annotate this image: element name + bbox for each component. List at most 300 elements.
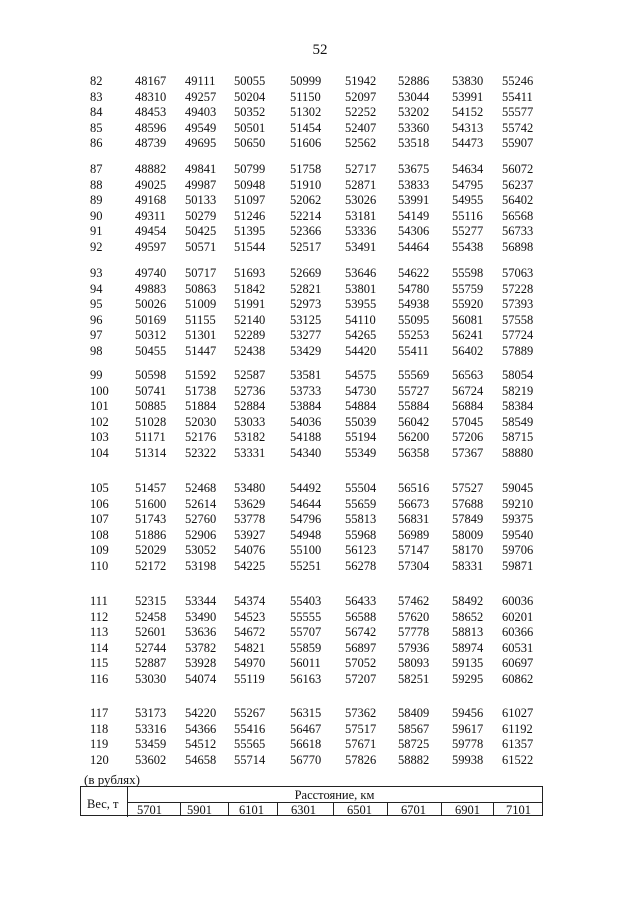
price-cell: 56433 [345, 594, 377, 608]
price-cell: 52322 [185, 445, 217, 460]
price-cell: 54492 [290, 481, 322, 495]
price-cell: 54313 [452, 120, 484, 135]
price-cell: 54523 [234, 609, 266, 624]
weight-cell: 117 [90, 706, 109, 720]
price-cell: 52760 [185, 512, 217, 527]
price-cell: 53030 [135, 671, 167, 686]
price-cell: 49841 [185, 162, 217, 176]
price-cell: 55411 [398, 343, 429, 358]
weight-cell: 110 [90, 558, 109, 573]
price-cell: 54036 [290, 414, 322, 429]
row-group [0, 481, 640, 575]
price-cell: 51884 [185, 399, 217, 414]
price-cell: 58009 [452, 527, 484, 542]
table-row [0, 136, 640, 152]
price-cell: 54340 [290, 445, 322, 460]
price-cell: 56884 [452, 399, 484, 414]
price-cell: 59617 [452, 721, 484, 736]
price-cell: 57228 [502, 281, 534, 296]
price-cell: 54780 [398, 281, 430, 296]
table-row [0, 737, 640, 753]
price-cell: 51447 [185, 343, 217, 358]
price-cell: 61192 [502, 721, 533, 736]
price-cell: 50026 [135, 297, 167, 312]
price-cell: 56402 [452, 343, 484, 358]
price-cell: 55813 [345, 512, 377, 527]
price-cell: 57052 [345, 656, 377, 671]
price-cell: 58093 [398, 656, 430, 671]
weight-cell: 106 [90, 496, 109, 511]
price-cell: 51886 [135, 527, 167, 542]
table-row [0, 753, 640, 769]
weight-cell: 103 [90, 430, 109, 445]
price-cell: 50885 [135, 399, 167, 414]
price-cell: 51028 [135, 414, 167, 429]
weight-cell: 85 [90, 120, 103, 135]
price-cell: 53198 [185, 558, 217, 573]
price-cell: 51009 [185, 297, 217, 312]
price-cell: 53490 [185, 609, 217, 624]
price-cell: 51942 [345, 74, 377, 88]
price-cell: 58715 [502, 430, 534, 445]
price-cell: 56358 [398, 445, 430, 460]
price-cell: 53491 [345, 239, 377, 254]
price-cell: 55100 [290, 543, 322, 558]
unit-note: (в рублях) [84, 772, 140, 787]
price-cell: 55920 [452, 297, 484, 312]
price-cell: 60201 [502, 609, 534, 624]
price-cell: 49025 [135, 177, 167, 192]
table-row [0, 415, 640, 431]
price-cell: 56898 [502, 239, 534, 254]
weight-cell: 88 [90, 177, 103, 192]
table-row [0, 224, 640, 240]
price-cell: 52252 [345, 105, 377, 120]
price-cell: 50948 [234, 177, 266, 192]
price-cell: 51544 [234, 239, 266, 254]
table-row [0, 430, 640, 446]
distance-value: 5901 [187, 803, 212, 817]
row-group [0, 74, 640, 152]
price-cell: 55504 [345, 481, 377, 495]
table-header [80, 786, 543, 816]
table-row [0, 328, 640, 344]
price-cell: 54575 [345, 368, 377, 382]
price-cell: 51171 [135, 430, 166, 445]
price-cell: 57724 [502, 328, 534, 343]
price-cell: 52214 [290, 208, 322, 223]
price-cell: 55884 [398, 399, 430, 414]
price-cell: 58880 [502, 445, 534, 460]
price-cell: 55569 [398, 368, 430, 382]
price-cell: 59210 [502, 496, 534, 511]
price-cell: 52140 [234, 312, 266, 327]
price-cell: 50571 [185, 239, 217, 254]
table-row [0, 105, 640, 121]
price-cell: 54220 [185, 706, 217, 720]
price-cell: 54730 [345, 383, 377, 398]
price-cell: 53927 [234, 527, 266, 542]
price-cell: 58492 [452, 594, 484, 608]
price-cell: 57393 [502, 297, 534, 312]
price-cell: 51246 [234, 208, 266, 223]
price-cell: 53675 [398, 162, 430, 176]
price-cell: 50312 [135, 328, 167, 343]
price-cell: 54948 [290, 527, 322, 542]
price-cell: 51150 [290, 89, 321, 104]
table-row [0, 722, 640, 738]
price-cell: 49987 [185, 177, 217, 192]
price-cell: 53830 [452, 74, 484, 88]
price-cell: 53336 [345, 224, 377, 239]
price-cell: 54076 [234, 543, 266, 558]
price-cell: 49740 [135, 266, 167, 280]
weight-cell: 113 [90, 625, 109, 640]
table-row [0, 344, 640, 360]
price-cell: 54473 [452, 136, 484, 151]
price-cell: 57620 [398, 609, 430, 624]
price-cell: 55116 [452, 208, 483, 223]
price-cell: 50501 [234, 120, 266, 135]
table-row [0, 193, 640, 209]
price-cell: 56467 [290, 721, 322, 736]
price-cell: 58054 [502, 368, 534, 382]
price-cell: 53602 [135, 752, 167, 767]
price-cell: 59295 [452, 671, 484, 686]
weight-cell: 100 [90, 383, 109, 398]
weight-cell: 87 [90, 162, 103, 176]
price-cell: 56315 [290, 706, 322, 720]
price-cell: 53182 [234, 430, 266, 445]
price-cell: 53629 [234, 496, 266, 511]
price-cell: 55598 [452, 266, 484, 280]
price-cell: 56516 [398, 481, 430, 495]
price-cell: 53173 [135, 706, 167, 720]
price-cell: 56241 [452, 328, 484, 343]
price-cell: 52587 [234, 368, 266, 382]
price-cell: 54644 [290, 496, 322, 511]
price-cell: 53518 [398, 136, 430, 151]
price-cell: 53459 [135, 737, 167, 752]
price-cell: 61027 [502, 706, 534, 720]
price-cell: 58652 [452, 609, 484, 624]
table-row [0, 121, 640, 137]
price-cell: 52407 [345, 120, 377, 135]
price-cell: 53801 [345, 281, 377, 296]
weight-cell: 83 [90, 89, 103, 104]
price-cell: 49549 [185, 120, 217, 135]
price-cell: 50133 [185, 193, 217, 208]
weight-cell: 86 [90, 136, 103, 151]
weight-cell: 98 [90, 343, 103, 358]
price-cell: 53733 [290, 383, 322, 398]
price-cell: 51842 [234, 281, 266, 296]
weight-cell: 101 [90, 399, 109, 414]
price-cell: 57778 [398, 625, 430, 640]
price-cell: 54938 [398, 297, 430, 312]
price-cell: 57063 [502, 266, 534, 280]
price-cell: 54306 [398, 224, 430, 239]
price-cell: 53033 [234, 414, 266, 429]
price-cell: 51097 [234, 193, 266, 208]
table-row [0, 672, 640, 688]
price-cell: 48167 [135, 74, 167, 88]
table-row [0, 610, 640, 626]
price-cell: 49883 [135, 281, 167, 296]
price-cell: 57527 [452, 481, 484, 495]
price-cell: 60036 [502, 594, 534, 608]
price-cell: 55968 [345, 527, 377, 542]
weight-cell: 82 [90, 74, 103, 88]
price-cell: 54188 [290, 430, 322, 445]
price-cell: 57826 [345, 752, 377, 767]
price-cell: 59540 [502, 527, 534, 542]
price-cell: 53181 [345, 208, 377, 223]
price-cell: 55267 [234, 706, 266, 720]
price-cell: 57304 [398, 558, 430, 573]
distance-value: 6501 [347, 803, 372, 817]
price-cell: 51606 [290, 136, 322, 151]
weight-cell: 90 [90, 208, 103, 223]
price-cell: 53316 [135, 721, 167, 736]
price-cell: 54074 [185, 671, 217, 686]
price-cell: 50455 [135, 343, 167, 358]
price-cell: 55403 [290, 594, 322, 608]
price-cell: 56563 [452, 368, 484, 382]
price-cell: 53202 [398, 105, 430, 120]
price-cell: 59135 [452, 656, 484, 671]
price-cell: 56831 [398, 512, 430, 527]
price-cell: 55438 [452, 239, 484, 254]
price-cell: 58331 [452, 558, 484, 573]
price-cell: 48453 [135, 105, 167, 120]
price-cell: 50279 [185, 208, 217, 223]
table-row [0, 399, 640, 415]
table-row [0, 543, 640, 559]
table-row [0, 178, 640, 194]
weight-cell: 120 [90, 752, 109, 767]
row-group [0, 266, 640, 360]
price-cell: 54796 [290, 512, 322, 527]
price-cell: 50799 [234, 162, 266, 176]
weight-cell: 114 [90, 640, 109, 655]
price-cell: 53778 [234, 512, 266, 527]
weight-cell: 118 [90, 721, 109, 736]
price-cell: 52029 [135, 543, 167, 558]
price-cell: 53277 [290, 328, 322, 343]
price-cell: 55194 [345, 430, 377, 445]
price-cell: 57462 [398, 594, 430, 608]
price-cell: 57889 [502, 343, 534, 358]
price-cell: 53928 [185, 656, 217, 671]
price-cell: 57671 [345, 737, 377, 752]
distance-value: 6701 [401, 803, 426, 817]
price-cell: 55659 [345, 496, 377, 511]
price-cell: 52601 [135, 625, 167, 640]
weight-cell: 104 [90, 445, 109, 460]
weight-cell: 95 [90, 297, 103, 312]
price-cell: 54970 [234, 656, 266, 671]
weight-cell: 116 [90, 671, 109, 686]
price-cell: 52973 [290, 297, 322, 312]
price-cell: 48739 [135, 136, 167, 151]
header-tick [493, 803, 494, 816]
table-row [0, 240, 640, 256]
price-cell: 56123 [345, 543, 377, 558]
weight-cell: 94 [90, 281, 103, 296]
table-row [0, 559, 640, 575]
price-cell: 53480 [234, 481, 266, 495]
table-row [0, 368, 640, 384]
price-cell: 54821 [234, 640, 266, 655]
price-cell: 52315 [135, 594, 167, 608]
price-cell: 49597 [135, 239, 167, 254]
row-group [0, 162, 640, 256]
price-cell: 49454 [135, 224, 167, 239]
price-cell: 56568 [502, 208, 534, 223]
weight-cell: 97 [90, 328, 103, 343]
table-row [0, 266, 640, 282]
price-cell: 50204 [234, 89, 266, 104]
price-cell: 55349 [345, 445, 377, 460]
distance-value: 6101 [239, 803, 264, 817]
price-cell: 55253 [398, 328, 430, 343]
table-row [0, 297, 640, 313]
distance-value: 7101 [506, 803, 531, 817]
table-row [0, 446, 640, 462]
header-tick [277, 803, 278, 816]
table-row [0, 90, 640, 106]
distance-value: 5701 [137, 803, 162, 817]
price-cell: 58567 [398, 721, 430, 736]
price-cell: 50598 [135, 368, 167, 382]
price-cell: 50425 [185, 224, 217, 239]
table-row [0, 528, 640, 544]
price-cell: 55577 [502, 105, 534, 120]
price-cell: 51592 [185, 368, 217, 382]
table-row [0, 497, 640, 513]
price-cell: 53044 [398, 89, 430, 104]
price-cell: 49695 [185, 136, 217, 151]
distance-header: Расстояние, км [294, 788, 375, 802]
weight-cell: 109 [90, 543, 109, 558]
table-row [0, 481, 640, 497]
price-cell: 56237 [502, 177, 534, 192]
price-cell: 52821 [290, 281, 322, 296]
price-cell: 55707 [290, 625, 322, 640]
price-cell: 51738 [185, 383, 217, 398]
weight-cell: 112 [90, 609, 109, 624]
price-cell: 53991 [398, 193, 430, 208]
price-cell: 52517 [290, 239, 322, 254]
price-cell: 53125 [290, 312, 322, 327]
price-cell: 57936 [398, 640, 430, 655]
price-cell: 49111 [185, 74, 216, 88]
price-cell: 60862 [502, 671, 534, 686]
price-cell: 58170 [452, 543, 484, 558]
price-cell: 58549 [502, 414, 534, 429]
price-cell: 51758 [290, 162, 322, 176]
weight-cell: 91 [90, 224, 103, 239]
price-cell: 53344 [185, 594, 217, 608]
price-cell: 56989 [398, 527, 430, 542]
price-cell: 52614 [185, 496, 217, 511]
price-cell: 55119 [234, 671, 265, 686]
table-row [0, 594, 640, 610]
price-cell: 53991 [452, 89, 484, 104]
price-cell: 60531 [502, 640, 534, 655]
price-cell: 53026 [345, 193, 377, 208]
price-cell: 50650 [234, 136, 266, 151]
price-cell: 50741 [135, 383, 167, 398]
price-cell: 52744 [135, 640, 167, 655]
page-number: 52 [312, 42, 328, 58]
weight-cell: 96 [90, 312, 103, 327]
price-cell: 56402 [502, 193, 534, 208]
price-cell: 55727 [398, 383, 430, 398]
price-cell: 53581 [290, 368, 322, 382]
price-cell: 51302 [290, 105, 322, 120]
price-cell: 52871 [345, 177, 377, 192]
price-cell: 58219 [502, 383, 534, 398]
price-cell: 50055 [234, 74, 266, 88]
header-tick [387, 803, 388, 816]
price-cell: 58251 [398, 671, 430, 686]
weight-cell: 119 [90, 737, 109, 752]
price-cell: 61357 [502, 737, 534, 752]
weight-column-header: Вес, т [87, 797, 119, 811]
price-cell: 54795 [452, 177, 484, 192]
price-cell: 59778 [452, 737, 484, 752]
table-row [0, 512, 640, 528]
price-cell: 56742 [345, 625, 377, 640]
price-cell: 53646 [345, 266, 377, 280]
price-cell: 52717 [345, 162, 377, 176]
price-cell: 50717 [185, 266, 217, 280]
price-cell: 50863 [185, 281, 217, 296]
price-cell: 53636 [185, 625, 217, 640]
price-cell: 54464 [398, 239, 430, 254]
weight-cell: 93 [90, 266, 103, 280]
price-cell: 54149 [398, 208, 430, 223]
price-cell: 52062 [290, 193, 322, 208]
price-cell: 49403 [185, 105, 217, 120]
price-cell: 52097 [345, 89, 377, 104]
price-cell: 49168 [135, 193, 167, 208]
price-cell: 52458 [135, 609, 167, 624]
price-cell: 51743 [135, 512, 167, 527]
weight-cell: 89 [90, 193, 103, 208]
price-cell: 55411 [502, 89, 533, 104]
price-cell: 52884 [234, 399, 266, 414]
price-cell: 52736 [234, 383, 266, 398]
price-cell: 58384 [502, 399, 534, 414]
weight-cell: 111 [90, 594, 108, 608]
price-cell: 52468 [185, 481, 217, 495]
price-cell: 58409 [398, 706, 430, 720]
price-cell: 49257 [185, 89, 217, 104]
price-cell: 57045 [452, 414, 484, 429]
price-cell: 54658 [185, 752, 217, 767]
price-cell: 56278 [345, 558, 377, 573]
weight-cell: 105 [90, 481, 109, 495]
price-cell: 54672 [234, 625, 266, 640]
price-cell: 53782 [185, 640, 217, 655]
price-cell: 54634 [452, 162, 484, 176]
price-cell: 58882 [398, 752, 430, 767]
price-cell: 60697 [502, 656, 534, 671]
price-cell: 51454 [290, 120, 322, 135]
